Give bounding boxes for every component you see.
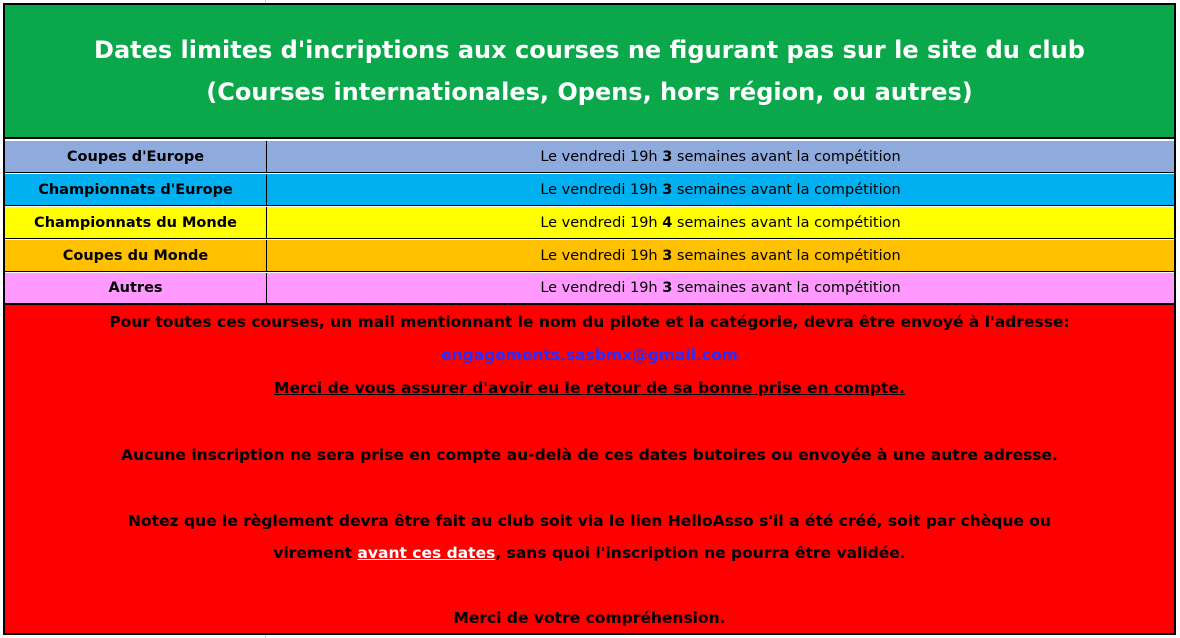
payment-note-line2 [5, 544, 1174, 562]
deadline-prefix: Le vendredi 19h [540, 181, 663, 198]
row-championnats-monde [5, 207, 1174, 239]
deadline-prefix: Le vendredi 19h [540, 148, 663, 165]
deadline-weeks: 3 [662, 280, 673, 296]
mail-instruction: Pour toutes ces courses, un mail mentionnant le nom du pilote et la catégorie, devra être envoyé à l'adresse: [109, 313, 1070, 331]
payment-prefix: virement [273, 544, 358, 562]
row-deadline [267, 240, 1174, 271]
row-coupes-monde [5, 240, 1174, 272]
deadline-prefix: Le vendredi 19h [540, 214, 663, 231]
deadline-prefix: Le vendredi 19h [540, 280, 663, 296]
row-deadline [267, 141, 1174, 172]
confirmation-note: Merci de vous assurer d'avoir eu le retour de sa bonne prise en compte. [274, 379, 905, 397]
deadline-weeks: 3 [662, 247, 673, 264]
row-label: Championnats d'Europe [5, 174, 267, 205]
row-deadline [267, 273, 1174, 303]
row-championnats-europe [5, 174, 1174, 206]
row-label: Coupes d'Europe [5, 141, 267, 172]
row-label: Championnats du Monde [5, 207, 267, 238]
deadline-suffix: semaines avant la compétition [672, 280, 901, 296]
deadline-prefix: Le vendredi 19h [540, 247, 663, 264]
payment-note-line1: Notez que le règlement devra être fait au club soit via le lien HelloAsso s'il a été créé, soit par chèque ou [128, 512, 1051, 530]
row-coupes-europe [5, 141, 1174, 173]
deadline-suffix: semaines avant la compétition [672, 247, 901, 264]
row-label: Autres [5, 273, 267, 303]
deadline-suffix: semaines avant la compétition [672, 148, 901, 165]
deadline-weeks: 4 [662, 214, 673, 231]
deadline-suffix: semaines avant la compétition [672, 214, 901, 231]
row-autres [5, 273, 1174, 305]
no-registration-note: Aucune inscription ne sera prise en compte au-delà de ces dates butoires ou envoyée à une autre adresse. [121, 446, 1058, 464]
row-deadline [267, 174, 1174, 205]
header-title-line1: Dates limites d'incriptions aux courses ne figurant pas sur le site du club [94, 36, 1085, 64]
row-label: Coupes du Monde [5, 240, 267, 271]
registration-notes [5, 305, 1174, 633]
deadline-weeks: 3 [662, 181, 673, 198]
email-address[interactable]: engagements.sasbmx@gmail.com [441, 346, 738, 364]
deadline-suffix: semaines avant la compétition [672, 181, 901, 198]
row-deadline [267, 207, 1174, 238]
payment-deadline-link: avant ces dates [357, 544, 496, 562]
deadlines-table [3, 3, 1176, 635]
table-header [5, 5, 1174, 139]
deadline-weeks: 3 [662, 148, 673, 165]
payment-suffix: , sans quoi l'inscription ne pourra être validée. [495, 544, 906, 562]
thanks-note: Merci de votre compréhension. [453, 609, 726, 627]
header-title-line2: (Courses internationales, Opens, hors région, ou autres) [206, 78, 973, 106]
